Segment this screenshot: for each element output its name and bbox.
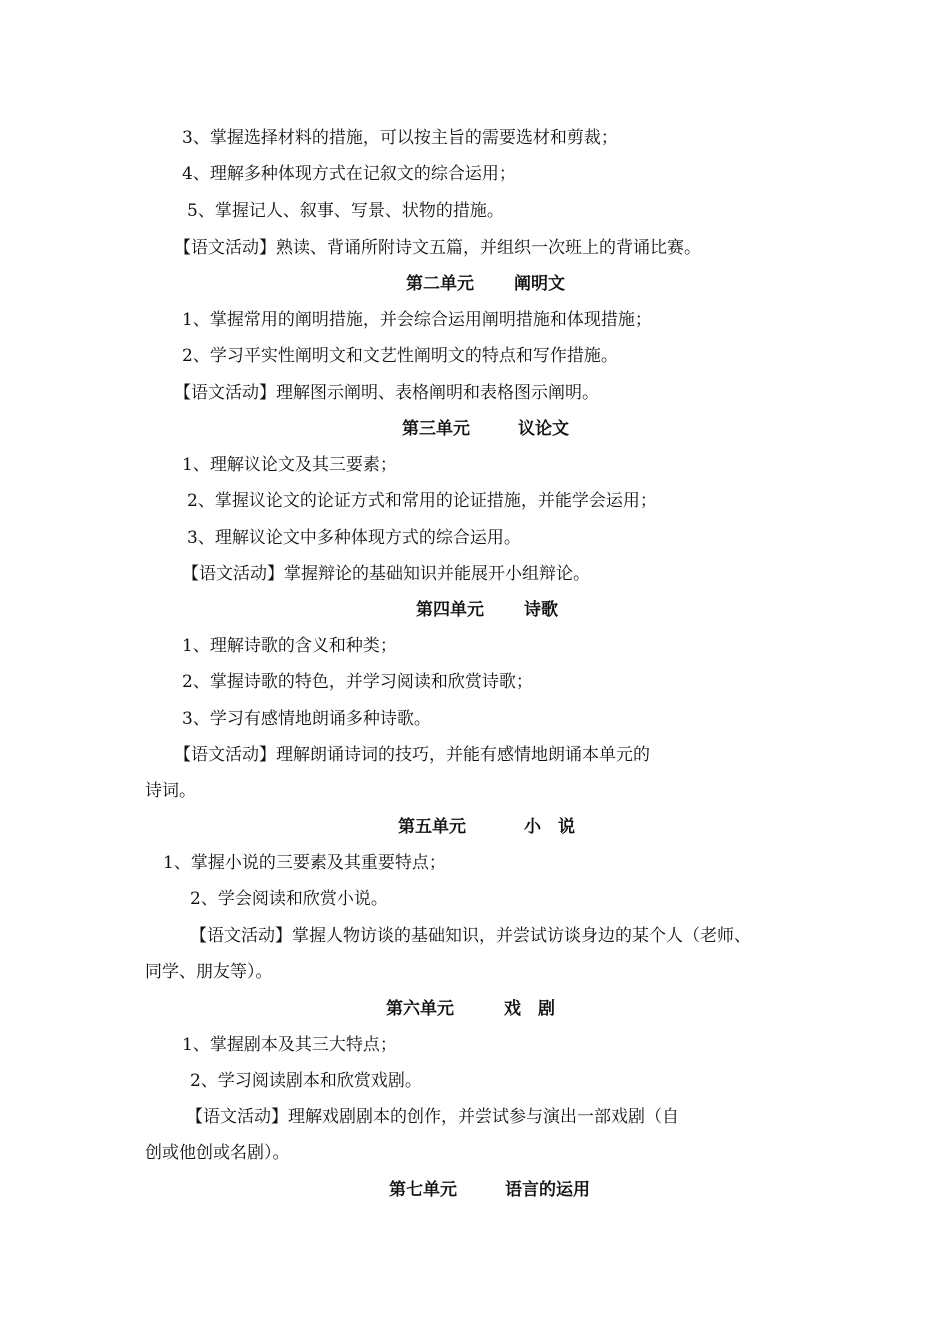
section-heading <box>416 599 558 621</box>
list-item: 1、理解议论文及其三要素； <box>182 455 397 475</box>
activity-item-continued: 诗词。 <box>145 781 196 801</box>
unit-label: 第三单元 <box>402 419 470 439</box>
unit-topic: 阐明文 <box>514 274 565 294</box>
unit-label: 第二单元 <box>406 274 474 294</box>
section-heading <box>406 273 565 295</box>
unit-label: 第七单元 <box>389 1180 457 1200</box>
activity-item-continued: 同学、朋友等）。 <box>145 962 273 982</box>
list-item: 5、掌握记人、叙事、写景、状物的措施。 <box>187 201 504 221</box>
list-item: 1、掌握常用的阐明措施，并会综合运用阐明措施和体现措施； <box>182 310 652 330</box>
list-item: 1、掌握剧本及其三大特点； <box>182 1035 397 1055</box>
unit-topic: 戏 剧 <box>504 999 555 1019</box>
activity-item: 【语文活动】理解戏剧剧本的创作，并尝试参与演出一部戏剧（自 <box>186 1107 679 1127</box>
list-item: 3、掌握选择材料的措施，可以按主旨的需要选材和剪裁； <box>182 128 618 148</box>
unit-topic: 语言的运用 <box>505 1180 590 1200</box>
unit-label: 第六单元 <box>386 999 454 1019</box>
section-heading <box>402 418 569 440</box>
list-item: 2、学习阅读剧本和欣赏戏剧。 <box>190 1071 422 1091</box>
list-item: 4、理解多种体现方式在记叙文的综合运用； <box>182 164 516 184</box>
activity-item: 【语文活动】掌握人物访谈的基础知识，并尝试访谈身边的某个人（老师、 <box>190 926 751 946</box>
list-item: 3、理解议论文中多种体现方式的综合运用。 <box>187 528 521 548</box>
list-item: 3、学习有感情地朗诵多种诗歌。 <box>182 709 431 729</box>
activity-item: 【语文活动】掌握辩论的基础知识并能展开小组辩论。 <box>182 564 590 584</box>
activity-item: 【语文活动】熟读、背诵所附诗文五篇，并组织一次班上的背诵比赛。 <box>174 238 701 258</box>
list-item: 2、学习平实性阐明文和文艺性阐明文的特点和写作措施。 <box>182 346 618 366</box>
list-item: 1、掌握小说的三要素及其重要特点； <box>163 853 446 873</box>
unit-label: 第五单元 <box>398 817 466 837</box>
list-item: 2、学会阅读和欣赏小说。 <box>190 889 388 909</box>
unit-label: 第四单元 <box>416 600 484 620</box>
activity-item-continued: 创或他创或名剧）。 <box>145 1143 290 1163</box>
section-heading <box>389 1179 590 1201</box>
section-heading <box>386 998 555 1020</box>
activity-item: 【语文活动】理解图示阐明、表格阐明和表格图示阐明。 <box>174 383 599 403</box>
activity-item: 【语文活动】理解朗诵诗词的技巧，并能有感情地朗诵本单元的 <box>174 745 650 765</box>
unit-topic: 诗歌 <box>524 600 558 620</box>
list-item: 2、掌握议论文的论证方式和常用的论证措施，并能学会运用； <box>187 491 657 511</box>
section-heading <box>398 816 575 838</box>
unit-topic: 小 说 <box>524 817 575 837</box>
unit-topic: 议论文 <box>518 419 569 439</box>
list-item: 2、掌握诗歌的特色，并学习阅读和欣赏诗歌； <box>182 672 533 692</box>
list-item: 1、理解诗歌的含义和种类； <box>182 636 397 656</box>
